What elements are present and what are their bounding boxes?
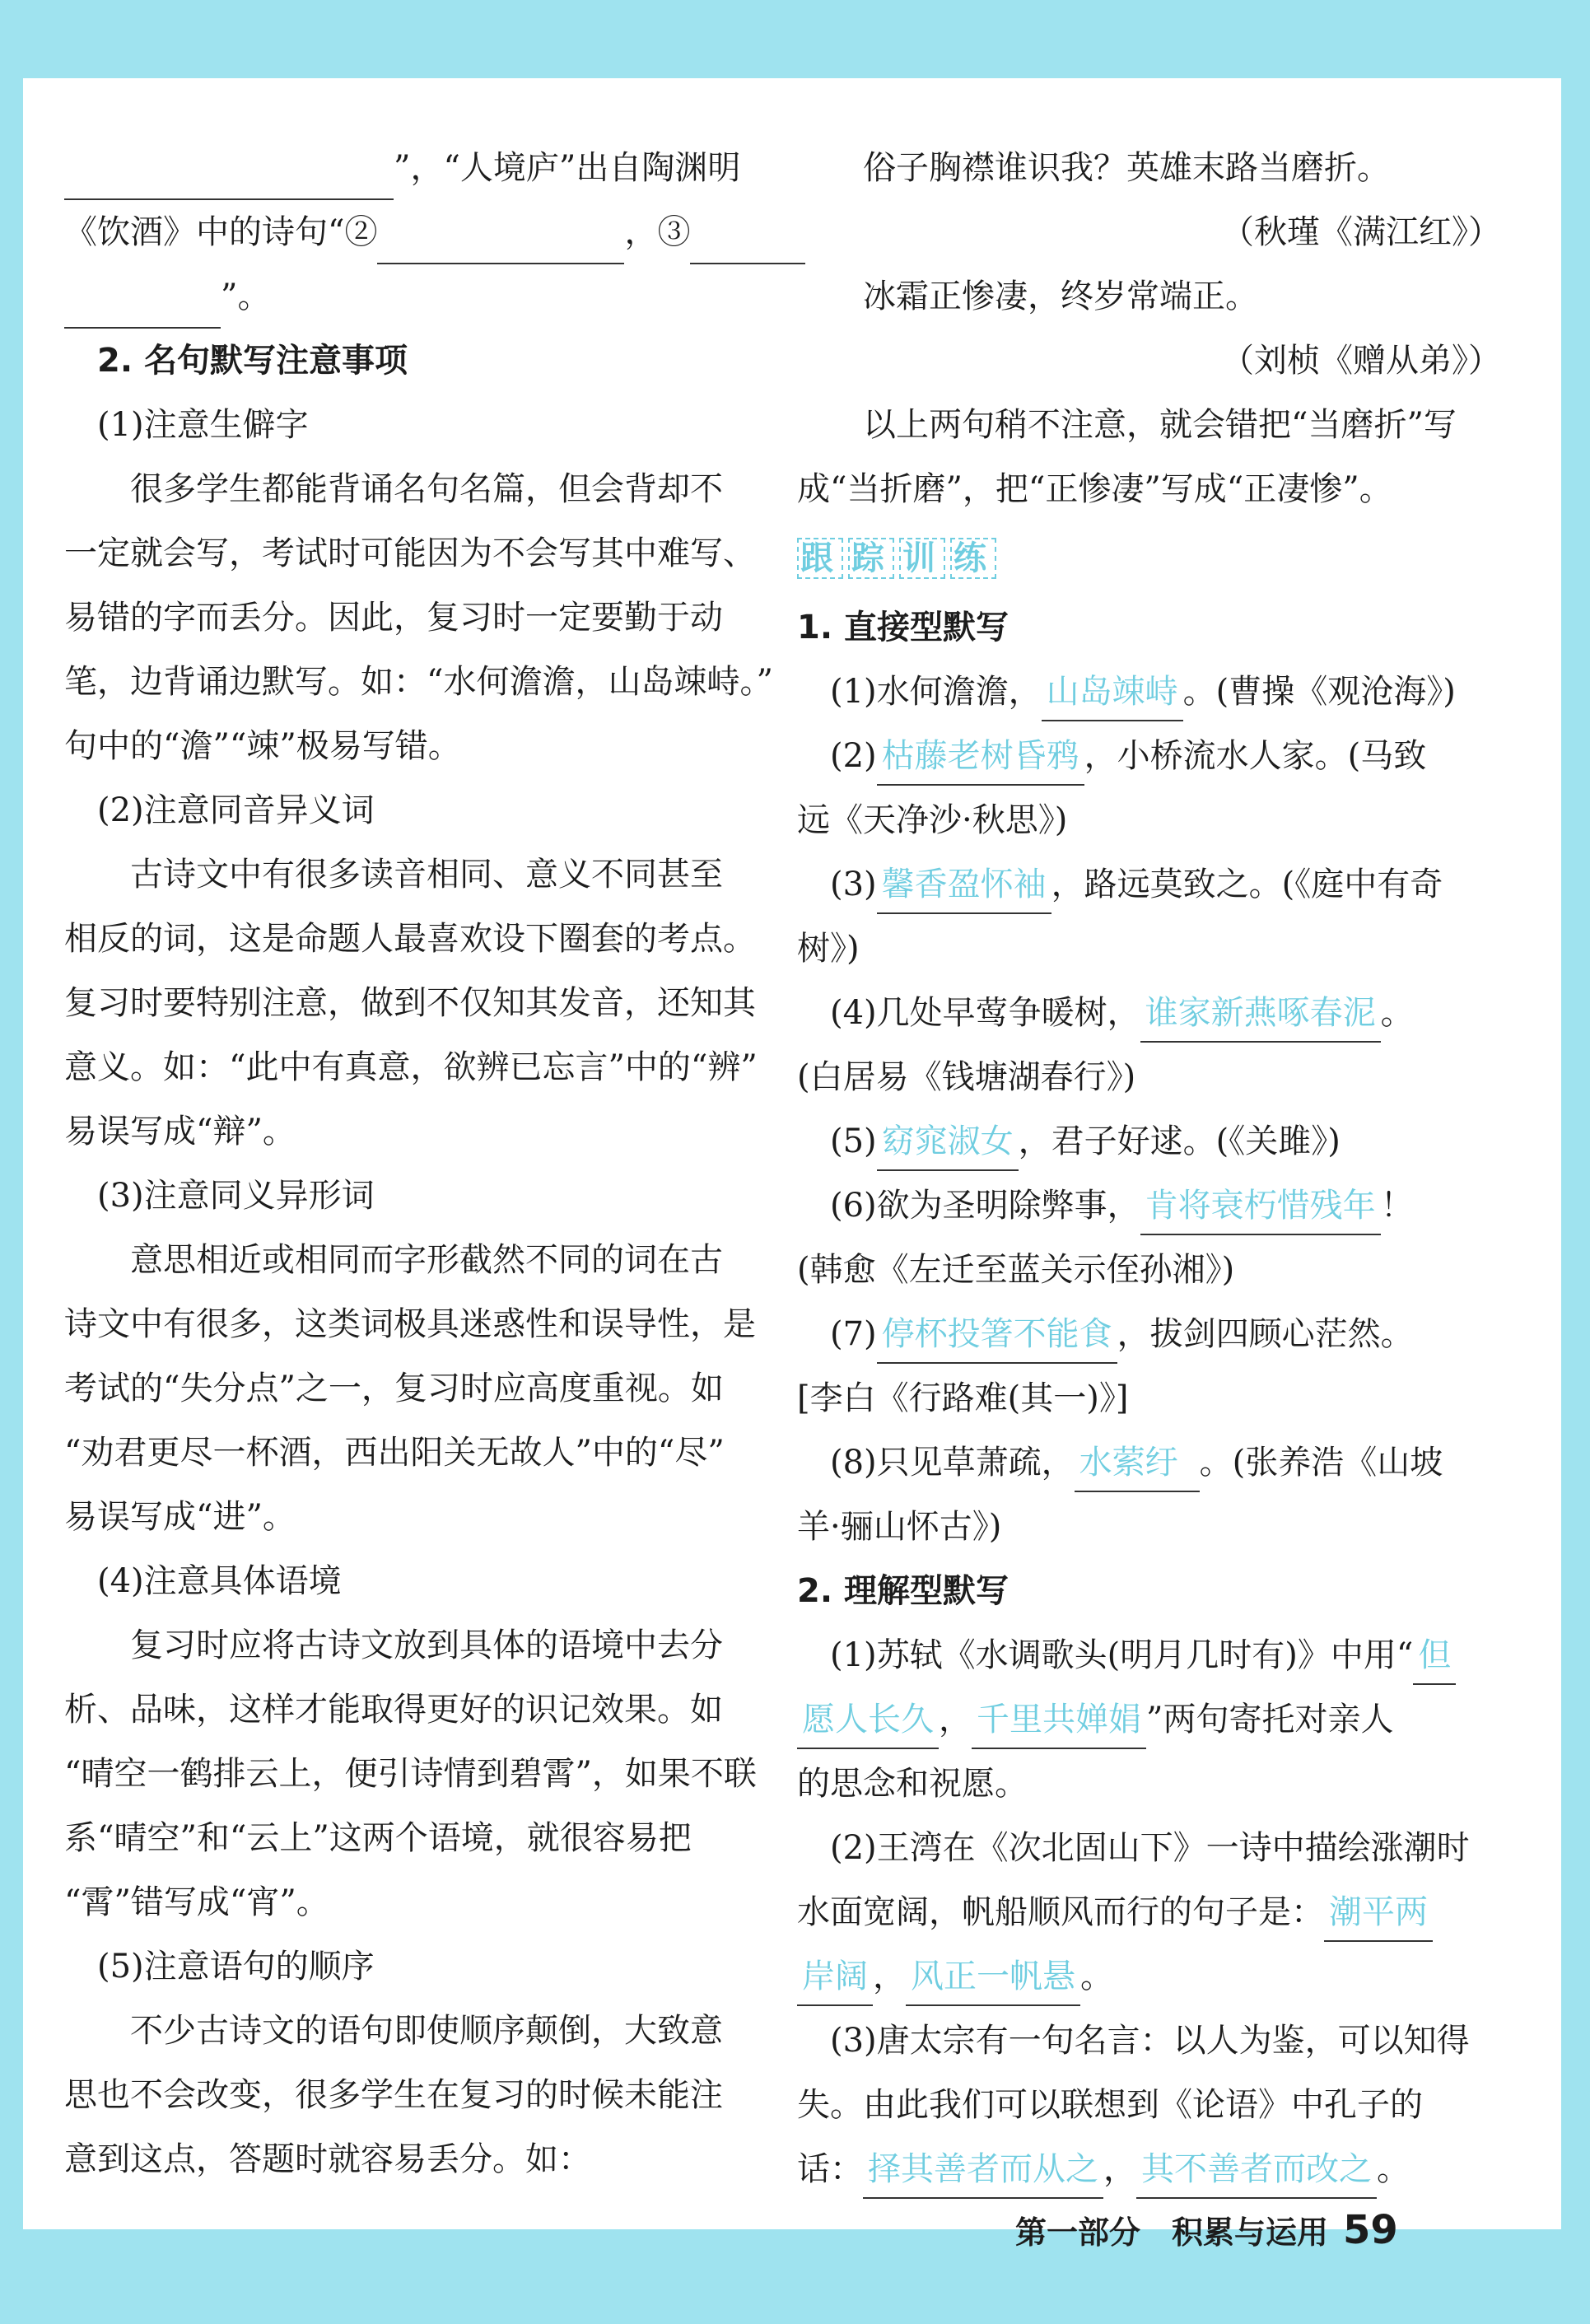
exercise-line: (5) 窈窕淑女 ，君子好逑。(《关雎》): [797, 1109, 1501, 1174]
fill-blank[interactable]: [377, 220, 624, 264]
part-label: 第一部分 积累与运用: [1015, 2214, 1329, 2251]
answer-field[interactable]: 山岛竦峙: [1042, 665, 1183, 721]
quote-source: （刘桢《赠从弟》）: [1221, 342, 1501, 380]
section-heading: 1. 直接型默写: [797, 609, 1009, 646]
exercise-line: 话： 择其善者而从之 ， 其不善者而改之 。: [797, 2137, 1501, 2201]
quote-line: 俗子胸襟谁识我？英雄末路当磨折。: [863, 149, 1390, 187]
subheading: (2)注意同音异义词: [97, 791, 375, 829]
exercise-line: [李白《行路难(其一)》]: [797, 1379, 1129, 1417]
answer-field[interactable]: 水萦纡: [1075, 1436, 1200, 1492]
paragraph-line: 意到这点，答题时就容易丢分。如：: [64, 2140, 591, 2178]
answer-field[interactable]: 岸阔: [797, 1950, 873, 2006]
section-heading: 2. 理解型默写: [797, 1572, 1009, 1610]
paragraph-line: 复习时应将古诗文放到具体的语境中去分: [130, 1626, 723, 1664]
exercise-line: 树》): [797, 930, 860, 968]
paragraph-line: 一定就会写，考试时可能因为不会写其中难写、: [64, 534, 756, 572]
exercise-line: 羊·骊山怀古》): [797, 1508, 1002, 1546]
exercise-line: (2) 枯藤老树昏鸦 ，小桥流水人家。(马致: [797, 724, 1501, 788]
paragraph-line: 析、品味，这样才能取得更好的识记效果。如: [64, 1691, 723, 1729]
paragraph-line: “霄”错写成“宵”。: [64, 1883, 329, 1921]
exercise-line: (4)几处早莺争暖树， 谁家新燕啄春泥 。: [797, 981, 1501, 1045]
exercise-line: (1)苏轼《水调歌头(明月几时有)》中用“ 但: [797, 1623, 1501, 1687]
paragraph-line: 意义。如：“此中有真意，欲辨已忘言”中的“辨”: [64, 1048, 758, 1086]
line: ”，“人境庐”出自陶渊明: [64, 136, 756, 200]
line: ”。: [64, 264, 756, 329]
page: [23, 78, 1561, 2253]
answer-field[interactable]: 枯藤老树昏鸦: [877, 730, 1084, 786]
exercise-line: (6)欲为圣明除弊事， 肯将衰朽惜残年 ！: [797, 1174, 1501, 1238]
answer-field[interactable]: 潮平两: [1324, 1886, 1433, 1942]
paragraph-line: 相反的词，这是命题人最喜欢设下圈套的考点。: [64, 920, 756, 958]
paragraph-line: 很多学生都能背诵名句名篇，但会背却不: [130, 470, 723, 508]
paragraph-line: 意思相近或相同而字形截然不同的词在古: [130, 1241, 723, 1279]
answer-field[interactable]: 风正一帆悬: [906, 1950, 1080, 2006]
answer-field[interactable]: 谁家新燕啄春泥: [1140, 987, 1381, 1043]
answer-field[interactable]: 停杯投箸不能食: [877, 1308, 1117, 1364]
exercise-line: (7) 停杯投箸不能食 ，拔剑四顾心茫然。: [797, 1302, 1501, 1366]
paragraph-line: 考试的“失分点”之一，复习时应高度重视。如: [64, 1370, 724, 1407]
subheading: (4)注意具体语境: [97, 1562, 342, 1600]
section-heading: 2. 名句默写注意事项: [97, 342, 408, 380]
answer-field[interactable]: 择其善者而从之: [863, 2143, 1103, 2199]
paragraph-line: 句中的“澹”“竦”极易写错。: [64, 727, 461, 765]
exercise-line: (3)唐太宗有一句名言：以人为鉴，可以知得: [830, 2022, 1470, 2060]
answer-field[interactable]: 其不善者而改之: [1136, 2143, 1377, 2199]
fill-blank[interactable]: [64, 156, 394, 200]
exercise-line: (韩愈《左迁至蓝关示侄孙湘》): [797, 1251, 1235, 1289]
exercise-line: (2)王湾在《次北固山下》一诗中描绘涨潮时: [830, 1829, 1470, 1867]
quote-line: 冰霜正惨凄，终岁常端正。: [863, 278, 1258, 315]
quote-source: （秋瑾《满江红》）: [1221, 213, 1501, 251]
page-number: 59: [1343, 2207, 1398, 2253]
answer-field[interactable]: 愿人长久: [797, 1693, 939, 1749]
answer-field[interactable]: 千里共婵娟: [972, 1693, 1146, 1749]
exercise-line: 的思念和祝愿。: [797, 1765, 1028, 1803]
paragraph-line: 诗文中有很多，这类词极具迷惑性和误导性，是: [64, 1305, 756, 1343]
exercise-line: (1)水何澹澹， 山岛竦峙 。(曹操《观沧海》): [797, 660, 1501, 724]
paragraph-line: 笔，边背诵边默写。如：“水何澹澹，山岛竦峙。”: [64, 663, 773, 701]
answer-field[interactable]: 馨香盈怀袖: [877, 858, 1051, 914]
answer-field[interactable]: 但: [1413, 1629, 1456, 1685]
paragraph-line: 成“当折磨”，把“正惨凄”写成“正凄惨”。: [797, 470, 1392, 508]
paragraph-line: 系“晴空”和“云上”这两个语境，就很容易把: [64, 1819, 692, 1857]
paragraph-line: 易错的字而丢分。因此，复习时一定要勤于动: [64, 599, 723, 637]
fill-blank[interactable]: [64, 284, 221, 329]
exercise-line: 愿人长久 ， 千里共婵娟 ”两句寄托对亲人: [797, 1687, 1501, 1752]
paragraph-line: 不少古诗文的语句即使顺序颠倒，大致意: [130, 2012, 723, 2050]
fill-blank[interactable]: [690, 220, 805, 264]
exercise-line: 失。由此我们可以联想到《论语》中孔子的: [797, 2086, 1423, 2124]
exercise-line: 水面宽阔，帆船顺风而行的句子是： 潮平两: [797, 1880, 1501, 1944]
answer-field[interactable]: 肯将衰朽惜残年: [1140, 1179, 1381, 1235]
paragraph-line: 易误写成“辩”。: [64, 1113, 296, 1150]
exercise-line: 远《天净沙·秋思》): [797, 801, 1068, 839]
exercise-line: (8)只见草萧疏， 水萦纡 。(张养浩《山坡: [797, 1430, 1501, 1495]
paragraph-line: 易误写成“进”。: [64, 1498, 296, 1536]
paragraph-line: “劝君更尽一杯酒，西出阳关无故人”中的“尽”: [64, 1434, 725, 1472]
subheading: (3)注意同义异形词: [97, 1177, 375, 1215]
paragraph-line: 思也不会改变，很多学生在复习的时候未能注: [64, 2076, 723, 2114]
answer-field[interactable]: 窈窕淑女: [877, 1115, 1019, 1171]
subheading: (5)注意语句的顺序: [97, 1948, 375, 1986]
exercise-line: (3) 馨香盈怀袖 ，路远莫致之。(《庭中有奇: [797, 852, 1501, 917]
paragraph-line: 古诗文中有很多读音相同、意义不同甚至: [130, 856, 723, 894]
exercise-line: 岸阔 ， 风正一帆悬 。: [797, 1944, 1501, 2009]
line: 《饮酒》中的诗句“② ，③: [64, 200, 756, 264]
paragraph-line: 以上两句稍不注意，就会错把“当磨折”写: [863, 406, 1457, 444]
exercise-line: (白居易《钱塘湖春行》): [797, 1058, 1136, 1096]
practice-section-tag: 跟 踪 训 练: [797, 530, 1001, 587]
page-footer: [1015, 2201, 1398, 2259]
paragraph-line: 复习时要特别注意，做到不仅知其发音，还知其: [64, 984, 756, 1022]
paragraph-line: “晴空一鹤排云上，便引诗情到碧霄”，如果不联: [64, 1755, 757, 1793]
subheading: (1)注意生僻字: [97, 406, 309, 444]
